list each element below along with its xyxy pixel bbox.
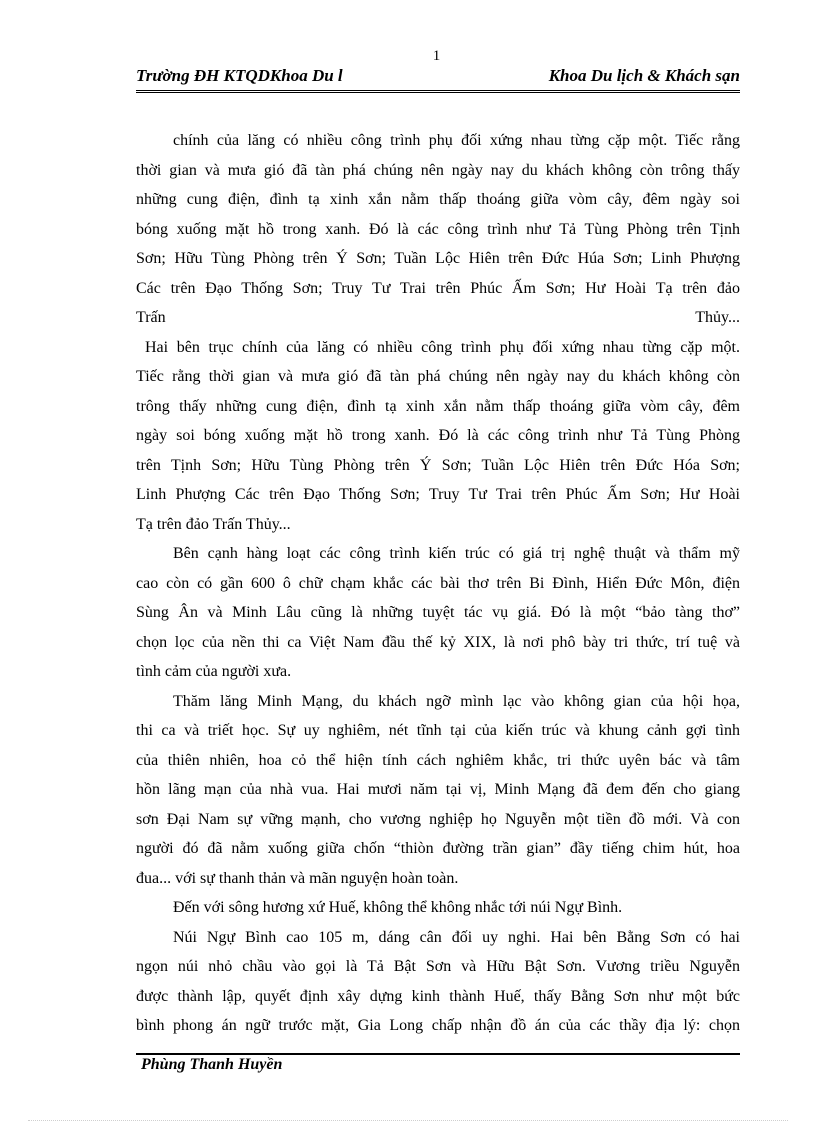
text-line: chọn lọc của nền thi ca Việt Nam đầu thế kỷ XIX, là nơi phô bày tri thức, trí tuệ và xyxy=(136,633,740,651)
text-line: người đó đã nằm xuống giữa chốn “thiòn đường trần gian” đầy tiếng chim hút, hoa xyxy=(136,840,740,857)
text-line: Sơn; Hữu Tùng Phòng trên Ý Sơn; Tuần Lộc Hiên trên Đức Húa Sơn; Linh Phượng xyxy=(136,250,740,267)
text-line: đua... với sự thanh thản và mãn nguyện hoàn toàn. xyxy=(136,869,459,887)
text-line: chính của lăng có nhiều công trình phụ đối xứng nhau từng cặp một. Tiếc rằng xyxy=(173,132,740,149)
text-line: Bên cạnh hàng loạt các công trình kiến trúc có giá trị nghệ thuật và thẩm mỹ xyxy=(173,545,740,562)
page-number: 1 xyxy=(432,48,441,64)
footer-author: Phùng Thanh Huyền xyxy=(141,1056,283,1073)
text-line: bóng xuống mặt hồ trong xanh. Đó là các công trình như Tả Tùng Phòng trên Tịnh xyxy=(136,220,740,238)
text-line: cao còn có gần 600 ô chữ chạm khắc các bài thơ trên Bi Đình, Hiển Đức Môn, điện xyxy=(136,574,740,592)
page-header xyxy=(136,66,740,93)
text-line: Sùng Ân và Minh Lâu cũng là những tuyệt tác vụ giá. Đó là một “bảo tàng thơ” xyxy=(136,604,740,621)
body-text xyxy=(136,126,740,1041)
text-line: bình phong án ngữ trước mặt, Gia Long chấp nhận đồ án của các thầy địa lý: chọn xyxy=(136,1017,740,1034)
text-line: ngọn núi nhỏ chầu vào gọi là Tả Bật Sơn và Hữu Bật Sơn. Vương triều Nguyễn xyxy=(136,958,740,975)
text-line: thi ca và triết học. Sự uy nghiêm, nét tĩnh tại của kiến trúc và khung cảnh gợi tình xyxy=(136,722,740,739)
text-line: tình cảm của người xưa. xyxy=(136,663,292,680)
text-line: hồn lãng mạn của nhà vua. Hai mươi năm tại vị, Minh Mạng đã đem đến cho giang xyxy=(136,781,740,798)
footer-rule xyxy=(136,1053,740,1055)
text-line: được thành lập, quyết định xây dựng kinh thành Huế, thấy Bằng Sơn như một bức xyxy=(136,987,740,1005)
text-line: trông thấy những cung điện, đình tạ xinh xắn nằm thấp thoáng giữa vòm cây, đêm xyxy=(136,397,740,415)
text-line: Tiếc rằng thời gian và mưa gió đã tàn phá chúng nên ngày nay du khách không còn xyxy=(136,368,740,385)
text-line: Thăm lăng Minh Mạng, du khách ngỡ mình lạc vào không gian của hội họa, xyxy=(173,692,740,710)
page-edge-dots xyxy=(28,1120,788,1121)
text-line: sơn Đại Nam sự vững mạnh, cho vương nghiệp họ Nguyễn một tiền đồ mới. Và con xyxy=(136,810,740,828)
text-line: ngày soi bóng xuống mặt hồ trong xanh. Đó là các công trình như Tả Tùng Phòng xyxy=(136,427,740,444)
text-line: Trấn Thủy... xyxy=(136,309,740,326)
header-school: Trường ĐH KTQDKhoa Du l xyxy=(136,66,343,85)
text-line: trên Tịnh Sơn; Hữu Tùng Phòng trên Ý Sơn; Tuần Lộc Hiên trên Đức Hóa Sơn; xyxy=(136,456,740,474)
text-line: Linh Phượng Các trên Đạo Thống Sơn; Truy Tư Trai trên Phúc Ấm Sơn; Hư Hoài xyxy=(136,486,740,503)
text-line: Núi Ngự Bình cao 105 m, dáng cân đối uy nghi. Hai bên Bằng Sơn có hai xyxy=(173,928,740,946)
text-line: những cung điện, đình tạ xinh xắn nằm thấp thoáng giữa vòm cây, đêm ngày soi xyxy=(136,191,740,208)
text-line: thời gian và mưa gió đã tàn phá chúng nên ngày nay du khách không còn trông thấy xyxy=(136,161,740,179)
text-line: Tạ trên đảo Trấn Thủy... xyxy=(136,515,291,533)
text-line: của thiên nhiên, hoa cỏ thể hiện tính cách nghiêm khắc, tri thức uyên bác và tâm xyxy=(136,751,740,769)
text-line: Hai bên trục chính của lăng có nhiều công trình phụ đối xứng nhau từng cặp một. xyxy=(145,338,740,356)
header-faculty: Khoa Du lịch & Khách sạn xyxy=(548,66,740,85)
text-line: Các trên Đạo Thống Sơn; Truy Tư Trai trên Phúc Ấm Sơn; Hư Hoài Tạ trên đảo xyxy=(136,279,740,297)
text-line: Đến với sông hương xứ Huế, không thể không nhắc tới núi Ngự Bình. xyxy=(173,899,623,916)
